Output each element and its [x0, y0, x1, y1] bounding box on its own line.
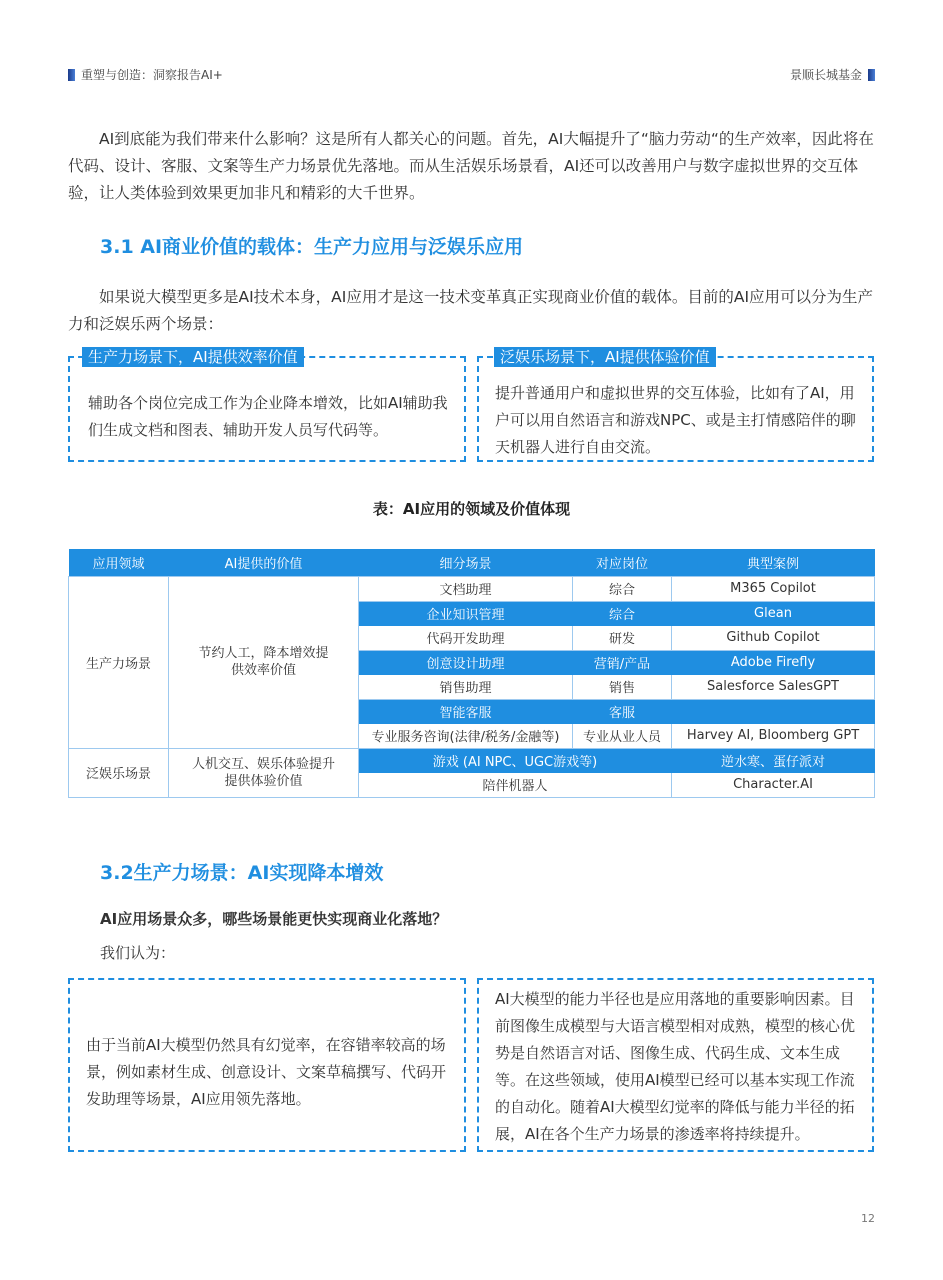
header-mark-icon	[868, 69, 875, 81]
table-header-row	[69, 549, 875, 577]
case-cell: Glean	[672, 601, 875, 626]
scene-cell: 企业知识管理	[359, 601, 573, 626]
case-cell	[672, 699, 875, 724]
productivity-box	[68, 356, 466, 462]
role-cell: 专业从业人员	[573, 724, 672, 749]
header-left	[68, 66, 223, 83]
table-header-cell: 应用领域	[69, 549, 169, 577]
scene-cell: 代码开发助理	[359, 626, 573, 651]
section1-title: 3.1 AI商业价值的载体：生产力应用与泛娱乐应用	[100, 236, 524, 258]
scene-cell: 文档助理	[359, 577, 573, 602]
case-cell: Character.AI	[672, 773, 875, 798]
header-title: 重塑与创造：洞察报告AI+	[81, 68, 223, 82]
scene-cell: 智能客服	[359, 699, 573, 724]
role-cell: 客服	[573, 699, 672, 724]
entertainment-box-label: 泛娱乐场景下，AI提供体验价值	[494, 347, 716, 367]
reason-box-left	[68, 978, 466, 1152]
role-cell: 研发	[573, 626, 672, 651]
scene-cell: 专业服务咨询(法律/税务/金融等)	[359, 724, 573, 749]
domain-cell: 生产力场景	[69, 577, 169, 749]
entertainment-box	[477, 356, 874, 462]
case-cell: 逆水寒、蛋仔派对	[672, 748, 875, 773]
reason-box-right-text: AI大模型的能力半径也是应用落地的重要影响因素。目前图像生成模型与大语言模型相对成熟，模型的核心优势是自然语言对话、图像生成、代码生成、文本生成等。在这些领域，使用AI模型已经可以基本实现工作流的自动化。随着AI大模型幻觉率的降低与能力半径的拓展，AI在各个生产力场景的渗透率将持续提升。	[495, 990, 856, 1143]
role-cell: 销售	[573, 675, 672, 700]
scene-cell: 陪伴机器人	[359, 773, 672, 798]
value-cell	[169, 577, 359, 749]
case-cell: Adobe Firefly	[672, 650, 875, 675]
role-cell: 营销/产品	[573, 650, 672, 675]
entertainment-box-text: 提升普通用户和虚拟世界的交互体验，比如有了AI，用户可以用自然语言和游戏NPC、或是主打情感陪伴的聊天机器人进行自由交流。	[495, 384, 856, 456]
domain-cell: 泛娱乐场景	[69, 748, 169, 797]
value-cell	[169, 748, 359, 797]
scene-cell: 创意设计助理	[359, 650, 573, 675]
reason-box-right	[477, 978, 874, 1152]
table-header-cell: 典型案例	[672, 549, 875, 577]
header-right	[790, 66, 875, 83]
page-number: 12	[861, 1212, 875, 1225]
header-mark-icon	[68, 69, 75, 81]
productivity-box-label: 生产力场景下，AI提供效率价值	[82, 347, 304, 367]
section2-lead: 我们认为：	[100, 944, 176, 962]
section2-question: AI应用场景众多，哪些场景能更快实现商业化落地？	[100, 910, 448, 928]
role-cell: 综合	[573, 577, 672, 602]
case-cell: Salesforce SalesGPT	[672, 675, 875, 700]
scene-cell: 游戏 (AI NPC、UGC游戏等)	[359, 748, 672, 773]
section2-title: 3.2生产力场景：AI实现降本增效	[100, 862, 384, 884]
table-row	[69, 577, 875, 602]
header-brand: 景顺长城基金	[789, 68, 862, 82]
role-cell: 综合	[573, 601, 672, 626]
case-cell: Github Copilot	[672, 626, 875, 651]
reason-box-left-text: 由于当前AI大模型仍然具有幻觉率，在容错率较高的场景，例如素材生成、创意设计、文案草稿撰写、代码开发助理等场景，AI应用领先落地。	[86, 1036, 447, 1108]
case-cell: Harvey AI, Bloomberg GPT	[672, 724, 875, 749]
table-title: 表：AI应用的领域及价值体现	[372, 500, 571, 518]
intro-paragraph: AI到底能为我们带来什么影响？这是所有人都关心的问题。首先，AI大幅提升了“脑力劳动“的生产效率，因此将在代码、设计、客服、文案等生产力场景优先落地。而从生活娱乐场景看，AI还可以改善用户与数字虚拟世界的交互体验，让人类体验到效果更加非凡和精彩的大千世界。	[68, 130, 874, 202]
productivity-box-text: 辅助各个岗位完成工作为企业降本增效，比如AI辅助我们生成文档和图表、辅助开发人员写代码等。	[88, 394, 448, 439]
table-row	[69, 748, 875, 773]
scene-cell: 销售助理	[359, 675, 573, 700]
table-header-cell: 对应岗位	[573, 549, 672, 577]
table-header-cell: AI提供的价值	[169, 549, 359, 577]
value-text: 人机交互、娱乐体验提升提供体验价值	[191, 756, 335, 789]
section1-paragraph: 如果说大模型更多是AI技术本身，AI应用才是这一技术变革真正实现商业价值的载体。目前的AI应用可以分为生产力和泛娱乐两个场景：	[68, 288, 874, 333]
case-cell: M365 Copilot	[672, 577, 875, 602]
ai-application-table	[68, 549, 875, 798]
table-header-cell: 细分场景	[359, 549, 573, 577]
value-text: 节约人工，降本增效提供效率价值	[198, 646, 329, 679]
